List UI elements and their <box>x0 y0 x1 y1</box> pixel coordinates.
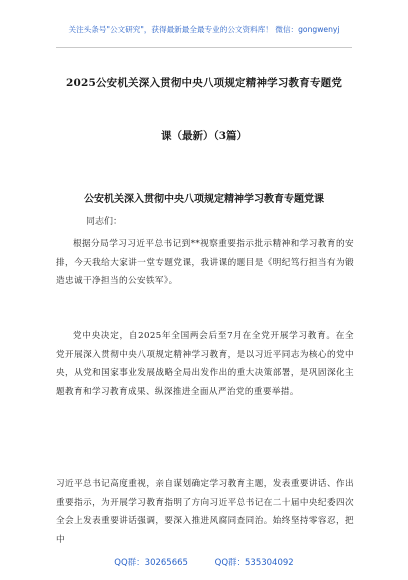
header-notice: 关注头条号"公文研究"，获得最新最全最专业的公文资料库！ 微信：gongwenyj <box>68 25 340 34</box>
body-paragraph-3: 习近平总书记高度重视，亲自谋划确定学习教育主题，发表重要讲话、作出重要指示，为开展学习教育指明了方向习近平总书记在二十届中央纪委四次全会上发表重要讲话强调，要深入推进风腐同查同治。始终坚持零容忍，把中 <box>56 479 354 545</box>
header-divider <box>56 47 352 48</box>
document-title-line-1: 2025公安机关深入贯彻中央八项规定精神学习教育专题党 <box>65 77 343 89</box>
footer-qq-group-2: QQ群：535304092 <box>214 558 294 568</box>
footer-qq-group-1: QQ群：30265665 <box>114 558 188 568</box>
section-heading: 公安机关深入贯彻中央八项规定精神学习教育专题党课 <box>84 194 324 205</box>
body-paragraph-1: 根据分局学习习近平总书记到**视察重要指示批示精神和学习教育的安排，今天我给大家讲一堂专题党课，我讲课的题目是《明纪笃行担当有为锻造忠诚干净担当的公安铁军》。 <box>56 239 354 286</box>
document-title-line-2: 课（最新）（3篇） <box>160 130 248 142</box>
salutation: 同志们： <box>86 217 123 227</box>
body-paragraph-2: 党中央决定，自2025年全国两会后至7月在全党开展学习教育。在全党开展深入贯彻中央八项规定精神学习教育，是以习近平同志为核心的党中央，从党和国家事业发展战略全局出发作出的重大决策部署，是巩固深化主题教育和学习教育成果、纵深推进全面从严治党的重要举措。 <box>56 331 354 397</box>
footer-contacts <box>0 556 408 568</box>
